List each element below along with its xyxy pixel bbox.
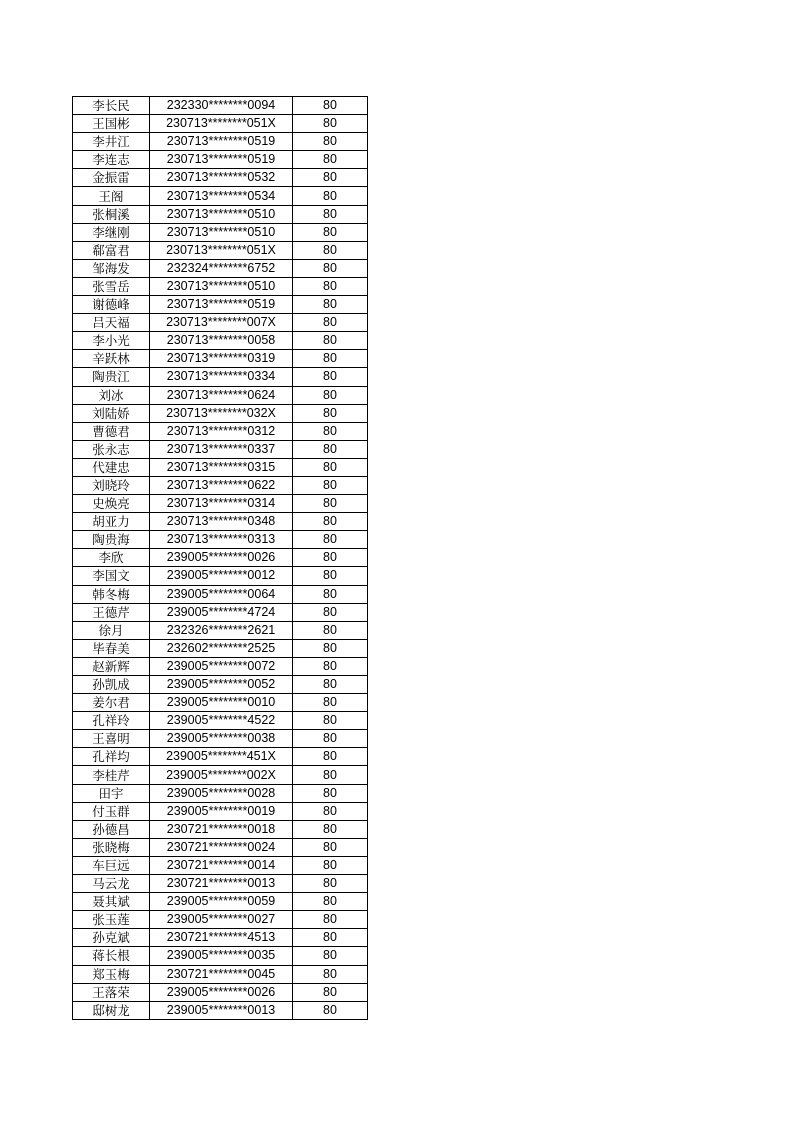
id-number-cell: 230713********0058 <box>150 332 293 350</box>
id-number-cell: 230721********4513 <box>150 929 293 947</box>
score-cell: 80 <box>293 838 368 856</box>
score-cell: 80 <box>293 676 368 694</box>
name-cell: 李桂芹 <box>73 766 150 784</box>
name-cell: 张雪岳 <box>73 277 150 295</box>
id-number-cell: 239005********0019 <box>150 802 293 820</box>
table-row <box>73 531 368 549</box>
name-cell: 郗富君 <box>73 241 150 259</box>
table-row <box>73 929 368 947</box>
score-cell: 80 <box>293 639 368 657</box>
table-row <box>73 513 368 531</box>
score-cell: 80 <box>293 422 368 440</box>
score-cell: 80 <box>293 404 368 422</box>
table-row <box>73 296 368 314</box>
id-number-cell: 230713********0510 <box>150 223 293 241</box>
id-number-cell: 239005********4522 <box>150 712 293 730</box>
id-number-cell: 239005********0012 <box>150 567 293 585</box>
id-number-cell: 232330********0094 <box>150 97 293 115</box>
name-cell: 李长民 <box>73 97 150 115</box>
table-row <box>73 802 368 820</box>
score-cell: 80 <box>293 458 368 476</box>
name-cell: 付玉群 <box>73 802 150 820</box>
score-cell: 80 <box>293 694 368 712</box>
table-row <box>73 676 368 694</box>
id-number-cell: 230713********0624 <box>150 386 293 404</box>
name-cell: 张桐溪 <box>73 205 150 223</box>
id-number-cell: 239005********0072 <box>150 657 293 675</box>
name-cell: 聂其斌 <box>73 893 150 911</box>
score-cell: 80 <box>293 223 368 241</box>
name-cell: 谢德峰 <box>73 296 150 314</box>
id-number-cell: 230713********0510 <box>150 205 293 223</box>
id-number-cell: 239005********0064 <box>150 585 293 603</box>
table-row <box>73 820 368 838</box>
id-number-cell: 230713********0519 <box>150 133 293 151</box>
name-cell: 李井江 <box>73 133 150 151</box>
score-cell: 80 <box>293 115 368 133</box>
id-number-cell: 239005********0026 <box>150 549 293 567</box>
id-number-cell: 239005********0052 <box>150 676 293 694</box>
score-cell: 80 <box>293 513 368 531</box>
name-cell: 王阁 <box>73 187 150 205</box>
score-cell: 80 <box>293 350 368 368</box>
table-row <box>73 476 368 494</box>
score-cell: 80 <box>293 386 368 404</box>
roster-body <box>73 97 368 1020</box>
name-cell: 毕春美 <box>73 639 150 657</box>
score-cell: 80 <box>293 259 368 277</box>
name-cell: 姜尔君 <box>73 694 150 712</box>
score-cell: 80 <box>293 802 368 820</box>
table-row <box>73 657 368 675</box>
table-row <box>73 151 368 169</box>
score-cell: 80 <box>293 893 368 911</box>
score-cell: 80 <box>293 495 368 513</box>
table-row <box>73 784 368 802</box>
score-cell: 80 <box>293 621 368 639</box>
name-cell: 李继刚 <box>73 223 150 241</box>
roster-table <box>72 96 368 1020</box>
id-number-cell: 230713********0313 <box>150 531 293 549</box>
table-row <box>73 585 368 603</box>
table-row <box>73 983 368 1001</box>
table-row <box>73 223 368 241</box>
name-cell: 王德芹 <box>73 603 150 621</box>
name-cell: 王落荣 <box>73 983 150 1001</box>
table-row <box>73 766 368 784</box>
id-number-cell: 239005********0010 <box>150 694 293 712</box>
table-row <box>73 386 368 404</box>
table-row <box>73 947 368 965</box>
table-row <box>73 694 368 712</box>
score-cell: 80 <box>293 603 368 621</box>
table-row <box>73 440 368 458</box>
name-cell: 王喜明 <box>73 730 150 748</box>
id-number-cell: 230713********0622 <box>150 476 293 494</box>
id-number-cell: 230713********007X <box>150 314 293 332</box>
score-cell: 80 <box>293 368 368 386</box>
table-row <box>73 1001 368 1019</box>
id-number-cell: 230713********0532 <box>150 169 293 187</box>
id-number-cell: 239005********0038 <box>150 730 293 748</box>
name-cell: 蒋长根 <box>73 947 150 965</box>
score-cell: 80 <box>293 784 368 802</box>
id-number-cell: 230721********0014 <box>150 856 293 874</box>
id-number-cell: 230713********051X <box>150 241 293 259</box>
score-cell: 80 <box>293 567 368 585</box>
score-cell: 80 <box>293 169 368 187</box>
table-row <box>73 911 368 929</box>
name-cell: 孔祥玲 <box>73 712 150 730</box>
name-cell: 辛跃林 <box>73 350 150 368</box>
id-number-cell: 232602********2525 <box>150 639 293 657</box>
name-cell: 陶贵江 <box>73 368 150 386</box>
name-cell: 代建忠 <box>73 458 150 476</box>
score-cell: 80 <box>293 241 368 259</box>
id-number-cell: 232324********6752 <box>150 259 293 277</box>
table-row <box>73 730 368 748</box>
table-row <box>73 639 368 657</box>
table-row <box>73 458 368 476</box>
name-cell: 李小光 <box>73 332 150 350</box>
name-cell: 马云龙 <box>73 875 150 893</box>
table-row <box>73 259 368 277</box>
name-cell: 车巨远 <box>73 856 150 874</box>
name-cell: 郑玉梅 <box>73 965 150 983</box>
name-cell: 金振雷 <box>73 169 150 187</box>
table-row <box>73 712 368 730</box>
name-cell: 刘晓玲 <box>73 476 150 494</box>
id-number-cell: 239005********0027 <box>150 911 293 929</box>
table-row <box>73 97 368 115</box>
table-row <box>73 603 368 621</box>
name-cell: 王国彬 <box>73 115 150 133</box>
name-cell: 陶贵海 <box>73 531 150 549</box>
name-cell: 李国文 <box>73 567 150 585</box>
name-cell: 张玉莲 <box>73 911 150 929</box>
id-number-cell: 239005********0013 <box>150 1001 293 1019</box>
score-cell: 80 <box>293 332 368 350</box>
name-cell: 张晓梅 <box>73 838 150 856</box>
id-number-cell: 232326********2621 <box>150 621 293 639</box>
id-number-cell: 230713********0314 <box>150 495 293 513</box>
score-cell: 80 <box>293 657 368 675</box>
table-row <box>73 314 368 332</box>
table-row <box>73 404 368 422</box>
id-number-cell: 239005********002X <box>150 766 293 784</box>
table-row <box>73 115 368 133</box>
id-number-cell: 239005********0028 <box>150 784 293 802</box>
table-row <box>73 549 368 567</box>
id-number-cell: 239005********0035 <box>150 947 293 965</box>
score-cell: 80 <box>293 748 368 766</box>
score-cell: 80 <box>293 296 368 314</box>
name-cell: 孙凯成 <box>73 676 150 694</box>
score-cell: 80 <box>293 277 368 295</box>
score-cell: 80 <box>293 712 368 730</box>
table-row <box>73 621 368 639</box>
id-number-cell: 230713********0319 <box>150 350 293 368</box>
name-cell: 刘冰 <box>73 386 150 404</box>
name-cell: 赵新辉 <box>73 657 150 675</box>
score-cell: 80 <box>293 440 368 458</box>
score-cell: 80 <box>293 531 368 549</box>
table-row <box>73 567 368 585</box>
id-number-cell: 239005********0026 <box>150 983 293 1001</box>
table-row <box>73 838 368 856</box>
name-cell: 田宇 <box>73 784 150 802</box>
table-row <box>73 332 368 350</box>
id-number-cell: 230721********0045 <box>150 965 293 983</box>
table-row <box>73 350 368 368</box>
score-cell: 80 <box>293 476 368 494</box>
id-number-cell: 230713********0519 <box>150 151 293 169</box>
name-cell: 胡亚力 <box>73 513 150 531</box>
id-number-cell: 230713********0315 <box>150 458 293 476</box>
id-number-cell: 230713********051X <box>150 115 293 133</box>
score-cell: 80 <box>293 965 368 983</box>
table-row <box>73 187 368 205</box>
name-cell: 史焕亮 <box>73 495 150 513</box>
score-cell: 80 <box>293 97 368 115</box>
id-number-cell: 230713********0348 <box>150 513 293 531</box>
score-cell: 80 <box>293 983 368 1001</box>
score-cell: 80 <box>293 766 368 784</box>
table-row <box>73 205 368 223</box>
table-row <box>73 856 368 874</box>
score-cell: 80 <box>293 549 368 567</box>
name-cell: 刘陆娇 <box>73 404 150 422</box>
score-cell: 80 <box>293 947 368 965</box>
score-cell: 80 <box>293 1001 368 1019</box>
table-row <box>73 965 368 983</box>
score-cell: 80 <box>293 205 368 223</box>
table-row <box>73 748 368 766</box>
id-number-cell: 230713********0337 <box>150 440 293 458</box>
score-cell: 80 <box>293 929 368 947</box>
score-cell: 80 <box>293 875 368 893</box>
score-cell: 80 <box>293 820 368 838</box>
table-row <box>73 893 368 911</box>
name-cell: 韩冬梅 <box>73 585 150 603</box>
table-row <box>73 277 368 295</box>
table-row <box>73 495 368 513</box>
id-number-cell: 230713********0312 <box>150 422 293 440</box>
name-cell: 徐月 <box>73 621 150 639</box>
table-row <box>73 133 368 151</box>
id-number-cell: 230713********0519 <box>150 296 293 314</box>
name-cell: 李连志 <box>73 151 150 169</box>
name-cell: 孙德昌 <box>73 820 150 838</box>
score-cell: 80 <box>293 314 368 332</box>
name-cell: 曹德君 <box>73 422 150 440</box>
id-number-cell: 230713********032X <box>150 404 293 422</box>
table-row <box>73 241 368 259</box>
score-cell: 80 <box>293 133 368 151</box>
id-number-cell: 230713********0334 <box>150 368 293 386</box>
table-row <box>73 422 368 440</box>
name-cell: 李欣 <box>73 549 150 567</box>
table-row <box>73 875 368 893</box>
name-cell: 张永志 <box>73 440 150 458</box>
table-row <box>73 169 368 187</box>
name-cell: 孙克斌 <box>73 929 150 947</box>
id-number-cell: 239005********0059 <box>150 893 293 911</box>
name-cell: 邸树龙 <box>73 1001 150 1019</box>
name-cell: 邹海发 <box>73 259 150 277</box>
name-cell: 吕天福 <box>73 314 150 332</box>
score-cell: 80 <box>293 911 368 929</box>
score-cell: 80 <box>293 187 368 205</box>
id-number-cell: 239005********4724 <box>150 603 293 621</box>
id-number-cell: 239005********451X <box>150 748 293 766</box>
score-cell: 80 <box>293 151 368 169</box>
name-cell: 孔祥均 <box>73 748 150 766</box>
score-cell: 80 <box>293 730 368 748</box>
id-number-cell: 230713********0534 <box>150 187 293 205</box>
id-number-cell: 230713********0510 <box>150 277 293 295</box>
table-row <box>73 368 368 386</box>
score-cell: 80 <box>293 585 368 603</box>
id-number-cell: 230721********0013 <box>150 875 293 893</box>
id-number-cell: 230721********0024 <box>150 838 293 856</box>
score-cell: 80 <box>293 856 368 874</box>
id-number-cell: 230721********0018 <box>150 820 293 838</box>
